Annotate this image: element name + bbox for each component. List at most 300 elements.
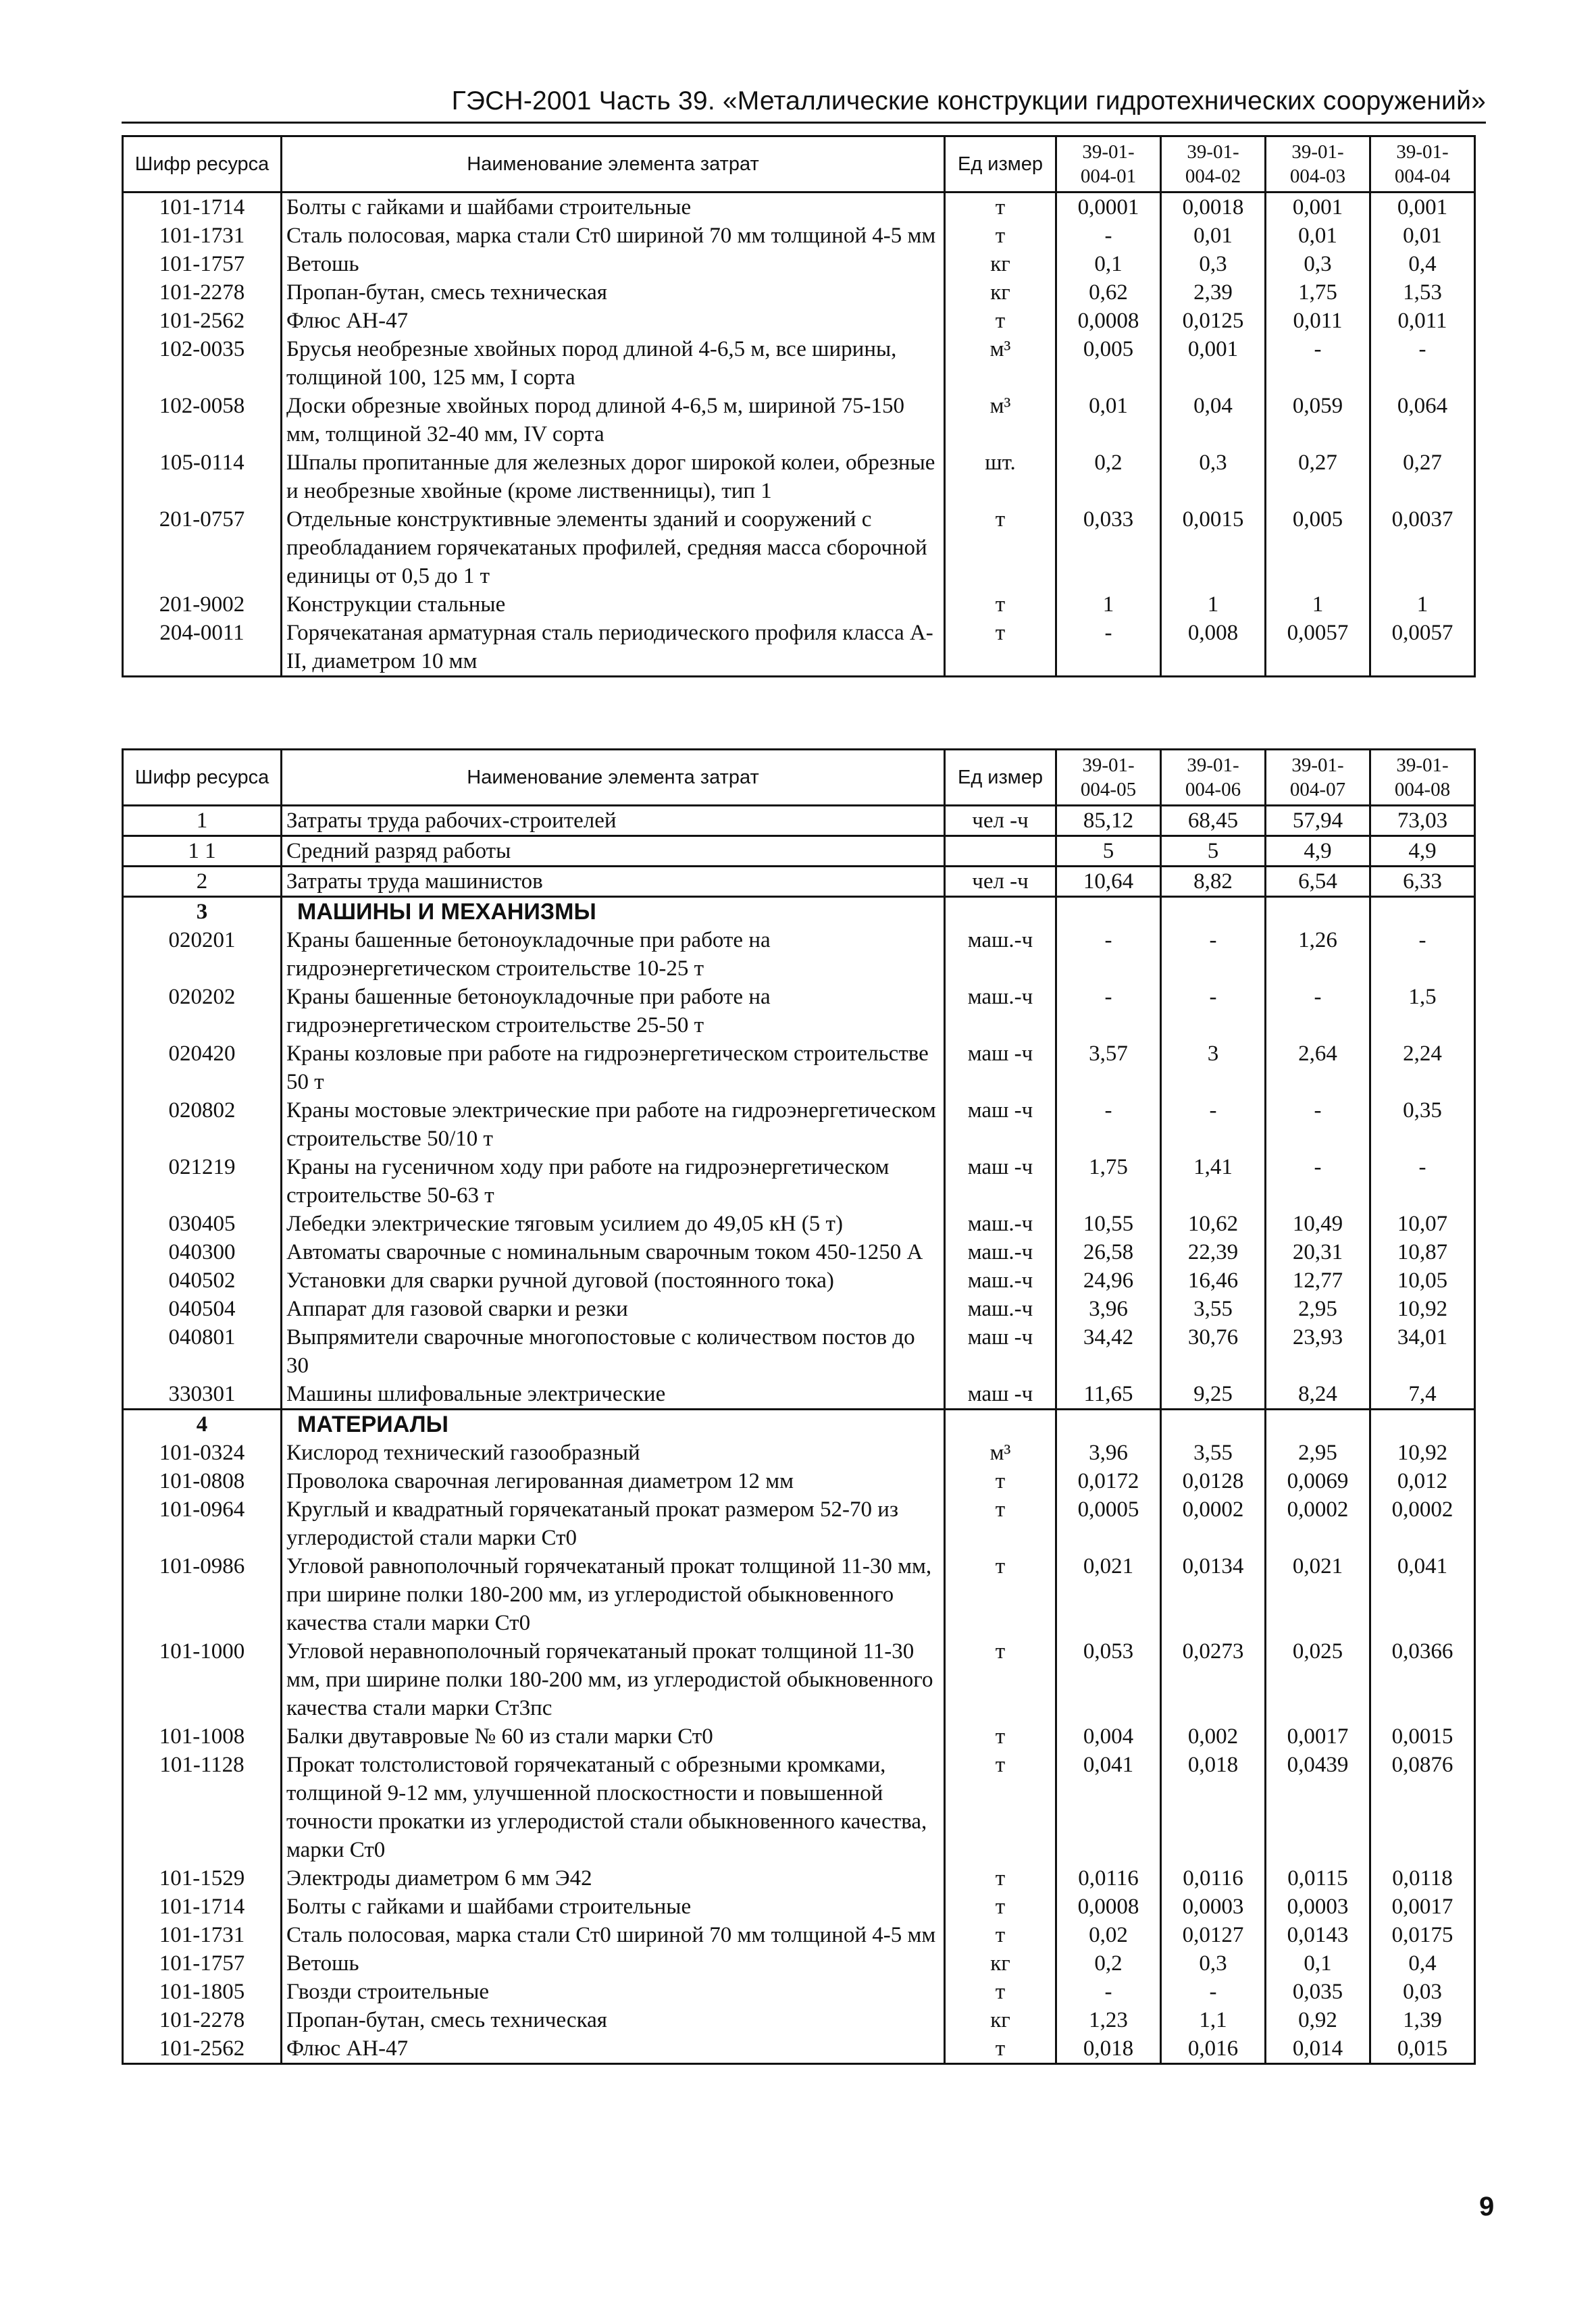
resource-value: 3 <box>1161 1039 1266 1096</box>
resource-code: 101-1757 <box>123 250 282 278</box>
resource-name: Балки двутавровые № 60 из стали марки Ст0 <box>282 1722 945 1751</box>
resource-value: 10,92 <box>1370 1439 1475 1467</box>
resource-value: 0,0002 <box>1161 1495 1266 1552</box>
table-row <box>123 1751 1475 1864</box>
resource-value: 0,001 <box>1266 192 1370 222</box>
resource-value: 1,23 <box>1056 2006 1161 2034</box>
resource-unit: маш -ч <box>945 1096 1056 1153</box>
resource-value: 0,0017 <box>1266 1722 1370 1751</box>
resource-value: 0,2 <box>1056 448 1161 505</box>
resource-value: 0,064 <box>1370 392 1475 448</box>
resource-value: 0,0175 <box>1370 1921 1475 1949</box>
resource-code: 201-0757 <box>123 505 282 590</box>
resource-unit: т <box>945 1751 1056 1864</box>
header-col-8: 39-01- 004-08 <box>1370 750 1475 806</box>
resource-unit: т <box>945 619 1056 677</box>
resource-code: 101-1529 <box>123 1864 282 1893</box>
resource-value: 0,0003 <box>1161 1893 1266 1921</box>
resource-name: Ветошь <box>282 1949 945 1978</box>
resource-unit: кг <box>945 1949 1056 1978</box>
resource-name: Лебедки электрические тяговым усилием до 49,05 кН (5 т) <box>282 1210 945 1238</box>
resource-value: 0,3 <box>1266 250 1370 278</box>
resource-value <box>1161 897 1266 927</box>
resource-unit <box>945 1410 1056 1439</box>
resource-value: 10,92 <box>1370 1295 1475 1323</box>
resource-value: 0,0116 <box>1056 1864 1161 1893</box>
resource-value: 0,041 <box>1056 1751 1161 1864</box>
resource-value: - <box>1370 1153 1475 1210</box>
table-row <box>123 278 1475 307</box>
table-row <box>123 1323 1475 1380</box>
resource-value <box>1056 1410 1161 1439</box>
resource-value: 0,0008 <box>1056 1893 1161 1921</box>
header-col-3: 39-01- 004-03 <box>1266 136 1370 192</box>
resource-code: 4 <box>123 1410 282 1439</box>
resource-name: Электроды диаметром 6 мм Э42 <box>282 1864 945 1893</box>
table-row <box>123 1893 1475 1921</box>
resource-value: 0,0128 <box>1161 1467 1266 1495</box>
resource-name: Проволока сварочная легированная диаметром 12 мм <box>282 1467 945 1495</box>
resource-code: 1 <box>123 806 282 836</box>
resource-unit: т <box>945 192 1056 222</box>
resource-value: 0,0172 <box>1056 1467 1161 1495</box>
resource-name: Ветошь <box>282 250 945 278</box>
resource-value: 0,0057 <box>1370 619 1475 677</box>
resource-unit: маш.-ч <box>945 926 1056 983</box>
resource-code: 030405 <box>123 1210 282 1238</box>
resource-name: Брусья необрезные хвойных пород длиной 4-6,5 м, все ширины, толщиной 100, 125 мм, I сорта <box>282 335 945 392</box>
table-row <box>123 1722 1475 1751</box>
resource-value: - <box>1370 926 1475 983</box>
resource-value: 24,96 <box>1056 1266 1161 1295</box>
table-header-row <box>123 136 1475 192</box>
resource-unit: т <box>945 2034 1056 2064</box>
resource-value: 73,03 <box>1370 806 1475 836</box>
resource-value: 0,01 <box>1161 222 1266 250</box>
resource-code: 2 <box>123 867 282 897</box>
resource-value: 0,021 <box>1266 1552 1370 1637</box>
resource-value: 0,3 <box>1161 1949 1266 1978</box>
resource-code: 101-1128 <box>123 1751 282 1864</box>
resource-unit: т <box>945 1864 1056 1893</box>
resource-value: 3,55 <box>1161 1439 1266 1467</box>
resource-value: - <box>1056 222 1161 250</box>
resource-value: 0,01 <box>1056 392 1161 448</box>
resource-value: 30,76 <box>1161 1323 1266 1380</box>
resource-value: 0,035 <box>1266 1978 1370 2006</box>
resource-code: 101-2562 <box>123 307 282 335</box>
header-unit: Ед измер <box>945 750 1056 806</box>
resource-value: 1,75 <box>1056 1153 1161 1210</box>
resource-value: 0,27 <box>1266 448 1370 505</box>
resource-value: 10,05 <box>1370 1266 1475 1295</box>
resource-name: Аппарат для газовой сварки и резки <box>282 1295 945 1323</box>
resource-code: 020202 <box>123 983 282 1039</box>
table-row <box>123 222 1475 250</box>
resource-value: 26,58 <box>1056 1238 1161 1266</box>
resource-code: 020201 <box>123 926 282 983</box>
resource-value: 0,27 <box>1370 448 1475 505</box>
header-col-4: 39-01- 004-04 <box>1370 136 1475 192</box>
resource-name: Средний разряд работы <box>282 836 945 867</box>
resource-name: Доски обрезные хвойных пород длиной 4-6,5 м, шириной 75-150 мм, толщиной 32-40 мм, IV сорта <box>282 392 945 448</box>
resource-code: 101-1714 <box>123 1893 282 1921</box>
resource-unit: т <box>945 1893 1056 1921</box>
resource-value <box>1266 1410 1370 1439</box>
resource-unit: кг <box>945 278 1056 307</box>
resource-name: Прокат толстолистовой горячекатаный с обрезными кромками, толщиной 9-12 мм, улучшенной плоскостности и повышенной точности прокатки из углеродистой стали обыкновенного качества, марки Ст0 <box>282 1751 945 1864</box>
table-row <box>123 448 1475 505</box>
resource-value: 8,82 <box>1161 867 1266 897</box>
resource-unit: маш.-ч <box>945 1238 1056 1266</box>
resource-value: 1,39 <box>1370 2006 1475 2034</box>
resource-value: 11,65 <box>1056 1380 1161 1410</box>
resource-name: Пропан-бутан, смесь техническая <box>282 2006 945 2034</box>
resource-value: 0,001 <box>1370 192 1475 222</box>
resource-name: Флюс АН-47 <box>282 2034 945 2064</box>
resource-code: 101-1000 <box>123 1637 282 1722</box>
resource-value: - <box>1266 335 1370 392</box>
resource-name: Угловой неравнополочный горячекатаный прокат толщиной 11-30 мм, при ширине полки 180-200 мм, из углеродистой обыкновенного качества стали марки Ст3пс <box>282 1637 945 1722</box>
resource-value: 0,0057 <box>1266 619 1370 677</box>
table-row <box>123 1439 1475 1467</box>
resource-value: 0,0125 <box>1161 307 1266 335</box>
resource-unit: маш -ч <box>945 1153 1056 1210</box>
header-col-1: 39-01- 004-01 <box>1056 136 1161 192</box>
resource-code: 101-1731 <box>123 222 282 250</box>
resource-unit: м³ <box>945 335 1056 392</box>
resource-code: 101-1757 <box>123 1949 282 1978</box>
resource-value: 0,0002 <box>1370 1495 1475 1552</box>
resource-value: 0,01 <box>1370 222 1475 250</box>
table-row <box>123 1921 1475 1949</box>
resource-name: Угловой равнополочный горячекатаный прокат толщиной 11-30 мм, при ширине полки 180-200 мм, из углеродистой обыкновенного качества стали марки Ст0 <box>282 1552 945 1637</box>
resource-unit <box>945 836 1056 867</box>
resource-code: 330301 <box>123 1380 282 1410</box>
resource-value: 0,0127 <box>1161 1921 1266 1949</box>
resource-value: 0,021 <box>1056 1552 1161 1637</box>
resource-table-1 <box>122 135 1476 677</box>
resource-value: 0,04 <box>1161 392 1266 448</box>
resource-value: 10,62 <box>1161 1210 1266 1238</box>
resource-name: Кислород технический газообразный <box>282 1439 945 1467</box>
resource-value: 0,0143 <box>1266 1921 1370 1949</box>
resource-value: 0,002 <box>1161 1722 1266 1751</box>
resource-code: 204-0011 <box>123 619 282 677</box>
resource-code: 101-0324 <box>123 1439 282 1467</box>
table-row <box>123 1864 1475 1893</box>
resource-value: - <box>1266 1096 1370 1153</box>
table-row <box>123 1978 1475 2006</box>
resource-value <box>1161 1410 1266 1439</box>
resource-value: 6,54 <box>1266 867 1370 897</box>
resource-value: 85,12 <box>1056 806 1161 836</box>
header-code: Шифр ресурса <box>123 136 282 192</box>
resource-value: 0,01 <box>1266 222 1370 250</box>
resource-value: 0,0017 <box>1370 1893 1475 1921</box>
table-row <box>123 250 1475 278</box>
resource-value: 0,0002 <box>1266 1495 1370 1552</box>
resource-unit: т <box>945 307 1056 335</box>
resource-value: 0,4 <box>1370 1949 1475 1978</box>
resource-name: Краны козловые при работе на гидроэнергетическом строительстве 50 т <box>282 1039 945 1096</box>
resource-value: 2,24 <box>1370 1039 1475 1096</box>
table-row <box>123 392 1475 448</box>
resource-code: 101-1805 <box>123 1978 282 2006</box>
resource-value: 0,0273 <box>1161 1637 1266 1722</box>
resource-unit: т <box>945 1978 1056 2006</box>
resource-name: Болты с гайками и шайбами строительные <box>282 1893 945 1921</box>
resource-value: 0,0118 <box>1370 1864 1475 1893</box>
resource-value: 0,0018 <box>1161 192 1266 222</box>
resource-value: 1,5 <box>1370 983 1475 1039</box>
resource-value: 1 <box>1161 590 1266 619</box>
resource-code: 101-1008 <box>123 1722 282 1751</box>
resource-value: 8,24 <box>1266 1380 1370 1410</box>
resource-unit: маш.-ч <box>945 1266 1056 1295</box>
resource-value <box>1370 897 1475 927</box>
resource-value: 0,0115 <box>1266 1864 1370 1893</box>
resource-unit: маш -ч <box>945 1323 1056 1380</box>
resource-name: Краны на гусеничном ходу при работе на гидроэнергетическом строительстве 50-63 т <box>282 1153 945 1210</box>
resource-value: 0,0001 <box>1056 192 1161 222</box>
resource-name: Затраты труда рабочих-строителей <box>282 806 945 836</box>
table-row <box>123 2006 1475 2034</box>
resource-name: Выпрямители сварочные многопостовые с количеством постов до 30 <box>282 1323 945 1380</box>
resource-value <box>1370 1410 1475 1439</box>
table-row <box>123 307 1475 335</box>
resource-value: 0,0015 <box>1370 1722 1475 1751</box>
table-row <box>123 1039 1475 1096</box>
resource-value: 0,1 <box>1266 1949 1370 1978</box>
table-row <box>123 1637 1475 1722</box>
resource-value: 0,018 <box>1056 2034 1161 2064</box>
resource-value: 0,3 <box>1161 448 1266 505</box>
resource-value: 0,2 <box>1056 1949 1161 1978</box>
resource-code: 040502 <box>123 1266 282 1295</box>
resource-code: 040504 <box>123 1295 282 1323</box>
resource-code: 102-0035 <box>123 335 282 392</box>
resource-code: 101-2278 <box>123 2006 282 2034</box>
section-row <box>123 1410 1475 1439</box>
page-header: ГЭСН-2001 Часть 39. «Металлические конструкции гидротехнических сооружений» <box>122 86 1486 124</box>
resource-value: 0,0003 <box>1266 1893 1370 1921</box>
resource-unit: т <box>945 1467 1056 1495</box>
resource-value: 0,015 <box>1370 2034 1475 2064</box>
resource-name: Гвозди строительные <box>282 1978 945 2006</box>
resource-value: 2,39 <box>1161 278 1266 307</box>
resource-value: 0,0008 <box>1056 307 1161 335</box>
resource-value: 20,31 <box>1266 1238 1370 1266</box>
resource-value: 5 <box>1161 836 1266 867</box>
resource-value: 0,0069 <box>1266 1467 1370 1495</box>
resource-code: 101-2278 <box>123 278 282 307</box>
table-row <box>123 619 1475 677</box>
resource-value: 4,9 <box>1370 836 1475 867</box>
table-row <box>123 590 1475 619</box>
table-row <box>123 2034 1475 2064</box>
resource-value: 1,26 <box>1266 926 1370 983</box>
resource-code: 101-2562 <box>123 2034 282 2064</box>
resource-value: - <box>1161 926 1266 983</box>
resource-value: 10,64 <box>1056 867 1161 897</box>
resource-code: 101-0808 <box>123 1467 282 1495</box>
page-number: 9 <box>1479 2192 1495 2221</box>
resource-value: 3,96 <box>1056 1439 1161 1467</box>
resource-value: 0,1 <box>1056 250 1161 278</box>
resource-unit: чел -ч <box>945 867 1056 897</box>
resource-value: 0,014 <box>1266 2034 1370 2064</box>
header-col-7: 39-01- 004-07 <box>1266 750 1370 806</box>
resource-table-2 <box>122 748 1476 2065</box>
resource-value: - <box>1266 1153 1370 1210</box>
resource-value: 0,004 <box>1056 1722 1161 1751</box>
resource-value: 10,07 <box>1370 1210 1475 1238</box>
resource-value: 0,0005 <box>1056 1495 1161 1552</box>
resource-value: 0,4 <box>1370 250 1475 278</box>
resource-value: 0,005 <box>1266 505 1370 590</box>
table-row <box>123 867 1475 897</box>
resource-unit: маш.-ч <box>945 1295 1056 1323</box>
resource-value: 0,0134 <box>1161 1552 1266 1637</box>
resource-value: 16,46 <box>1161 1266 1266 1295</box>
resource-unit: т <box>945 590 1056 619</box>
resource-value: 12,77 <box>1266 1266 1370 1295</box>
table-row <box>123 836 1475 867</box>
table-row <box>123 1552 1475 1637</box>
resource-value: 0,0116 <box>1161 1864 1266 1893</box>
table-row <box>123 926 1475 983</box>
resource-name: Шпалы пропитанные для железных дорог широкой колеи, обрезные и необрезные хвойные (кроме лиственницы), тип 1 <box>282 448 945 505</box>
resource-unit: кг <box>945 2006 1056 2034</box>
resource-name: Пропан-бутан, смесь техническая <box>282 278 945 307</box>
table-row <box>123 1238 1475 1266</box>
resource-value: 1 <box>1370 590 1475 619</box>
resource-code: 201-9002 <box>123 590 282 619</box>
resource-value: 1 <box>1056 590 1161 619</box>
resource-value: - <box>1056 619 1161 677</box>
table-header-row <box>123 750 1475 806</box>
resource-value: 1,41 <box>1161 1153 1266 1210</box>
resource-value: 0,0366 <box>1370 1637 1475 1722</box>
resource-value <box>1056 897 1161 927</box>
table-row <box>123 1266 1475 1295</box>
resource-value: 0,053 <box>1056 1637 1161 1722</box>
resource-name: МАТЕРИАЛЫ <box>282 1410 945 1439</box>
resource-name: Сталь полосовая, марка стали Ст0 шириной 70 мм толщиной 4-5 мм <box>282 1921 945 1949</box>
resource-value: 0,011 <box>1370 307 1475 335</box>
table-row <box>123 1295 1475 1323</box>
resource-value: 0,011 <box>1266 307 1370 335</box>
resource-value: 1,53 <box>1370 278 1475 307</box>
resource-value: 0,3 <box>1161 250 1266 278</box>
resource-unit: маш.-ч <box>945 1210 1056 1238</box>
resource-value: 5 <box>1056 836 1161 867</box>
header-col-6: 39-01- 004-06 <box>1161 750 1266 806</box>
resource-code: 105-0114 <box>123 448 282 505</box>
resource-name: Отдельные конструктивные элементы зданий и сооружений с преобладанием горячекатаных профилей, средняя масса сборочной единицы от 0,5 до 1 т <box>282 505 945 590</box>
resource-value: 0,033 <box>1056 505 1161 590</box>
resource-value: 0,02 <box>1056 1921 1161 1949</box>
resource-unit: т <box>945 505 1056 590</box>
section-row <box>123 897 1475 927</box>
resource-value: 0,0876 <box>1370 1751 1475 1864</box>
resource-unit <box>945 897 1056 927</box>
table-row <box>123 983 1475 1039</box>
resource-value: 0,025 <box>1266 1637 1370 1722</box>
resource-code: 101-0986 <box>123 1552 282 1637</box>
resource-value: - <box>1161 1096 1266 1153</box>
resource-value: 0,041 <box>1370 1552 1475 1637</box>
resource-code: 020420 <box>123 1039 282 1096</box>
resource-value: 23,93 <box>1266 1323 1370 1380</box>
resource-code: 101-0964 <box>123 1495 282 1552</box>
resource-value: 2,95 <box>1266 1439 1370 1467</box>
resource-code: 3 <box>123 897 282 927</box>
resource-value: - <box>1056 926 1161 983</box>
resource-value: 22,39 <box>1161 1238 1266 1266</box>
resource-value: 34,01 <box>1370 1323 1475 1380</box>
resource-code: 020802 <box>123 1096 282 1153</box>
resource-name: Машины шлифовальные электрические <box>282 1380 945 1410</box>
table-row <box>123 1153 1475 1210</box>
resource-value: 0,008 <box>1161 619 1266 677</box>
resource-value: 57,94 <box>1266 806 1370 836</box>
header-col-2: 39-01- 004-02 <box>1161 136 1266 192</box>
resource-value: 0,0037 <box>1370 505 1475 590</box>
resource-value: 3,57 <box>1056 1039 1161 1096</box>
resource-value: - <box>1161 983 1266 1039</box>
resource-code: 1 1 <box>123 836 282 867</box>
resource-unit: кг <box>945 250 1056 278</box>
resource-unit: шт. <box>945 448 1056 505</box>
resource-code: 040801 <box>123 1323 282 1380</box>
resource-unit: чел -ч <box>945 806 1056 836</box>
resource-code: 101-1731 <box>123 1921 282 1949</box>
resource-value: 34,42 <box>1056 1323 1161 1380</box>
resource-name: Горячекатаная арматурная сталь периодического профиля класса А-II, диаметром 10 мм <box>282 619 945 677</box>
resource-name: МАШИНЫ И МЕХАНИЗМЫ <box>282 897 945 927</box>
resource-unit: м³ <box>945 392 1056 448</box>
table-row <box>123 806 1475 836</box>
resource-value: 1,75 <box>1266 278 1370 307</box>
resource-value: - <box>1056 983 1161 1039</box>
resource-unit: т <box>945 1637 1056 1722</box>
resource-name: Краны мостовые электрические при работе на гидроэнергетическом строительстве 50/10 т <box>282 1096 945 1153</box>
resource-value: 2,64 <box>1266 1039 1370 1096</box>
resource-value: 0,005 <box>1056 335 1161 392</box>
resource-unit: маш -ч <box>945 1380 1056 1410</box>
resource-name: Болты с гайками и шайбами строительные <box>282 192 945 222</box>
resource-value: 0,35 <box>1370 1096 1475 1153</box>
resource-value: 0,03 <box>1370 1978 1475 2006</box>
resource-value: 0,62 <box>1056 278 1161 307</box>
resource-value: 6,33 <box>1370 867 1475 897</box>
resource-value: 7,4 <box>1370 1380 1475 1410</box>
resource-unit: т <box>945 1722 1056 1751</box>
resource-unit: т <box>945 222 1056 250</box>
resource-value: 0,016 <box>1161 2034 1266 2064</box>
resource-value <box>1266 897 1370 927</box>
resource-value: 0,0439 <box>1266 1751 1370 1864</box>
resource-name: Конструкции стальные <box>282 590 945 619</box>
resource-code: 021219 <box>123 1153 282 1210</box>
resource-name: Краны башенные бетоноукладочные при работе на гидроэнергетическом строительстве 25-50 т <box>282 983 945 1039</box>
resource-value: 0,92 <box>1266 2006 1370 2034</box>
resource-code: 040300 <box>123 1238 282 1266</box>
resource-name: Установки для сварки ручной дуговой (постоянного тока) <box>282 1266 945 1295</box>
resource-unit: маш.-ч <box>945 983 1056 1039</box>
